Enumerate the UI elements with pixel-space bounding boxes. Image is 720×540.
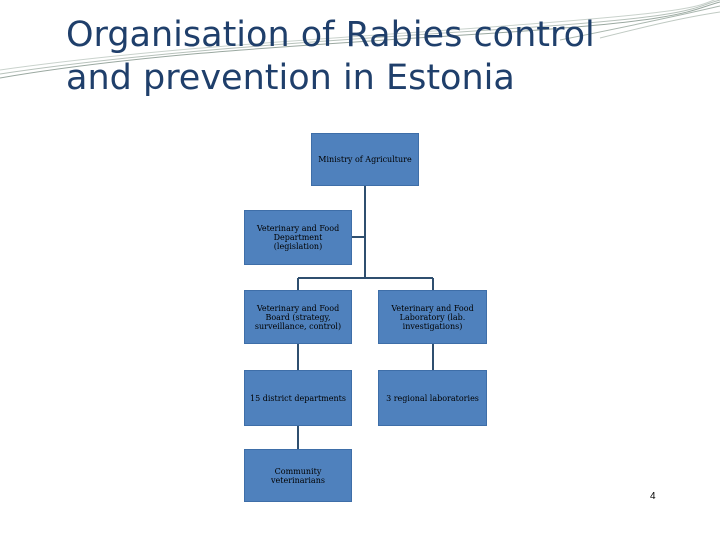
page-number: 4 [650,491,656,502]
box-community-veterinarians: Community veterinarians [244,449,352,502]
box-veterinary-food-laboratory: Veterinary and Food Laboratory (lab. investigations) [378,290,487,344]
box-regional-laboratories: 3 regional laboratories [378,370,487,426]
title-line-2: and prevention in Estonia [66,58,515,98]
box-veterinary-food-board: Veterinary and Food Board (strategy, surveillance, control) [244,290,352,344]
box-ministry-of-agriculture: Ministry of Agriculture [311,133,419,186]
box-district-departments: 15 district departments [244,370,352,426]
title-line-1: Organisation of Rabies control [66,15,595,55]
box-veterinary-food-department: Veterinary and Food Department (legislation) [244,210,352,265]
